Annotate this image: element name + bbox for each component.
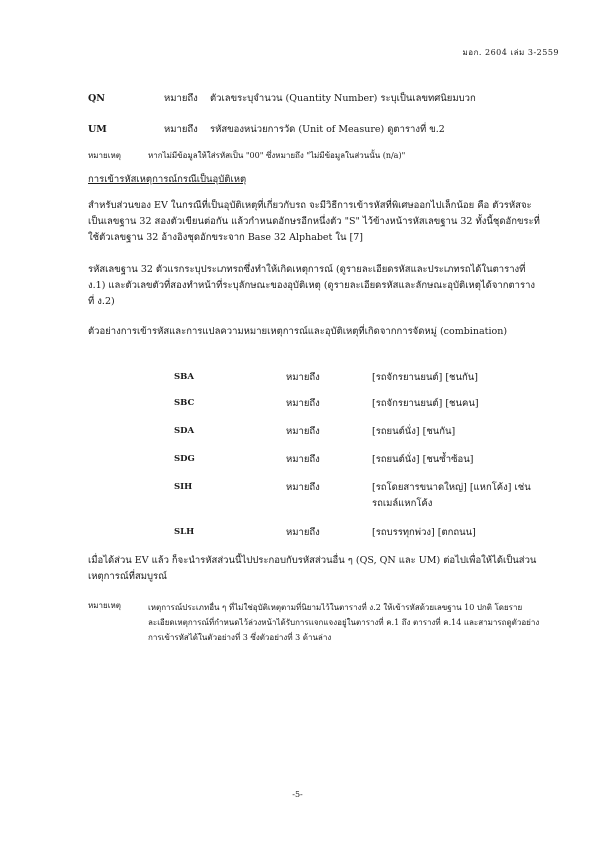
example-description: [รถจักรยานยนต์] [ชนกัน] bbox=[372, 372, 478, 383]
note-text: หากไม่มีข้อมูลให้ใส่รหัสเป็น "00" ซึ่งหมายถึง "ไม่มีข้อมูลในส่วนนั้น (n/a)" bbox=[148, 151, 406, 160]
definition-code-um: UM bbox=[88, 124, 107, 135]
example-meaning: หมายถึง bbox=[286, 527, 320, 538]
example-code: SBA bbox=[174, 372, 194, 382]
note-label: หมายเหตุ bbox=[88, 601, 121, 610]
example-code: SDG bbox=[174, 454, 195, 464]
example-code: SIH bbox=[174, 482, 193, 492]
definition-text: รหัสของหน่วยการวัด (Unit of Measure) ดูตารางที่ ข.2 bbox=[210, 124, 445, 135]
definition-meaning: หมายถึง bbox=[164, 93, 198, 104]
example-description: [รถบรรทุกพ่วง] [ตกถนน] bbox=[372, 527, 476, 538]
definition-text: ตัวเลขระบุจำนวน (Quantity Number) ระบุเป็นเลขทศนิยมบวก bbox=[210, 93, 476, 104]
example-meaning: หมายถึง bbox=[286, 398, 320, 409]
example-description: [รถยนต์นั่ง] [ชนกัน] bbox=[372, 426, 456, 437]
example-code: SBC bbox=[174, 398, 195, 408]
definition-meaning: หมายถึง bbox=[164, 124, 198, 135]
note-label: หมายเหตุ bbox=[88, 151, 121, 160]
body-paragraph: สำหรับส่วนของ EV ในกรณีที่เป็นอุบัติเหตุที่เกี่ยวกับรถ จะมีวิธีการเข้ารหัสที่พิเศษออกไปเล็กน้อย คือ ตัวรหัสจะเป็นเลขฐาน 32 สองตัวเขียนต่อกัน แล้วกำหนดอักษรอีกหนึ่งตัว "S" ไว้ข้างหน้ารหัสเลขฐาน 32 ทั้งนี้ชุดอักขระที่ใช้ตัวเลขฐาน 32 อ้างอิงชุดอักขระจาก Base 32 Alphabet ใน [7] bbox=[88, 200, 540, 243]
definition-code-qn: QN bbox=[88, 93, 105, 104]
example-meaning: หมายถึง bbox=[286, 454, 320, 465]
page-number: -5- bbox=[292, 790, 303, 799]
section-heading: การเข้ารหัสเหตุการณ์กรณีเป็นอุบัติเหตุ bbox=[88, 174, 247, 185]
example-meaning: หมายถึง bbox=[286, 372, 320, 383]
example-meaning: หมายถึง bbox=[286, 482, 320, 493]
example-meaning: หมายถึง bbox=[286, 426, 320, 437]
closing-paragraph: เมื่อได้ส่วน EV แล้ว ก็จะนำรหัสส่วนนี้ไปประกอบกับรหัสส่วนอื่น ๆ (QS, QN และ UM) ต่อไปเพื่อให้ได้เป็นส่วนเหตุการณ์ที่สมบูรณ์ bbox=[88, 555, 537, 582]
example-description: [รถจักรยานยนต์] [ชนคน] bbox=[372, 398, 479, 409]
example-description: [รถโดยสารขนาดใหญ่] [แหกโค้ง] เช่น รถเมล์แหกโค้ง bbox=[372, 482, 531, 509]
note-text: เหตุการณ์ประเภทอื่น ๆ ที่ไม่ใช่อุบัติเหตุตามที่นิยามไว้ในตารางที่ ง.2 ให้เข้ารหัสด้วยเลขฐาน 10 ปกติ โดยรายละเอียดเหตุการณ์ที่กำหนดไว้ล่วงหน้าได้รับการแจกแจงอยู่ในตารางที่ ค.1 ถึง ตารางที่ ค.14 และสามารถดูตัวอย่างการเข้ารหัสได้ในตัวอย่างที่ 3 ซึ่งตัวอย่างที่ 3 ด้านล่าง bbox=[148, 603, 540, 642]
body-paragraph: ตัวอย่างการเข้ารหัสและการแปลความหมายเหตุการณ์และอุบัติเหตุที่เกิดจากการจัดหมู่ (combination) bbox=[88, 326, 508, 337]
standard-reference: มอก. 2604 เล่ม 3-2559 bbox=[462, 48, 559, 57]
body-paragraph: รหัสเลขฐาน 32 ตัวแรกระบุประเภทรถซึ่งทำให้เกิดเหตุการณ์ (ดูรายละเอียดรหัสและประเภทรถได้ในตารางที่ ง.1) และตัวเลขตัวที่สองทำหน้าที่ระบุลักษณะของอุบัติเหตุ (ดูรายละเอียดรหัสและลักษณะอุบัติเหตุได้จากตารางที่ ง.2) bbox=[88, 264, 536, 307]
example-description: [รถยนต์นั่ง] [ชนซ้ำซ้อน] bbox=[372, 454, 474, 465]
example-code: SDA bbox=[174, 426, 195, 436]
example-code: SLH bbox=[174, 527, 195, 537]
